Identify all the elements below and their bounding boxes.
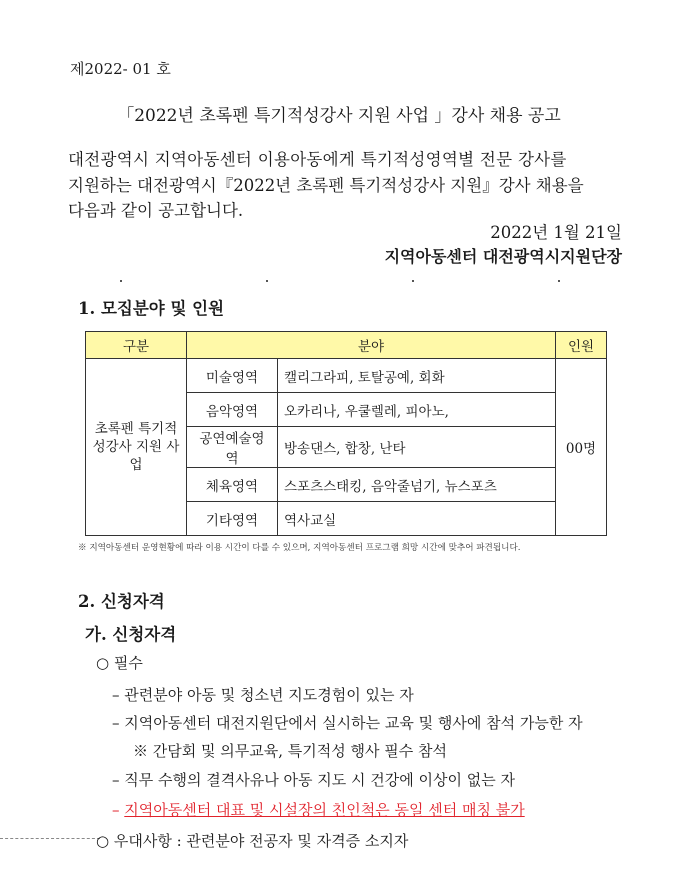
headcount-cell: 00명 xyxy=(556,359,607,536)
fields-cell: 스포츠스태킹, 음악줄넘기, 뉴스포츠 xyxy=(278,468,556,502)
header-headcount: 인원 xyxy=(556,332,607,359)
table-row xyxy=(86,359,607,393)
area-cell: 기타영역 xyxy=(187,502,278,536)
area-cell: 공연예술영역 xyxy=(187,427,278,468)
area-cell: 미술영역 xyxy=(187,359,278,393)
intro-line-1: 대전광역시 지역아동센터 이용아동에게 특기적성영역별 전문 강사를 xyxy=(68,150,567,169)
highlight-text: 지역아동센터 대표 및 시설장의 친인척은 동일 센터 매칭 불가 xyxy=(124,801,525,819)
document-title: 「2022년 초록펜 특기적성강사 지원 사업 」강사 채용 공고 xyxy=(117,106,561,126)
section-1-heading: 1. 모집분야 및 인원 xyxy=(78,299,225,318)
required-label: ○ 필수 xyxy=(96,654,143,672)
document-number: 제2022- 01 호 xyxy=(70,60,171,78)
highlight-dash: – xyxy=(112,801,125,819)
recruitment-table xyxy=(85,331,607,536)
header-field: 분야 xyxy=(187,332,556,359)
issuer-name: 지역아동센터 대전광역시지원단장 xyxy=(384,247,622,266)
required-item-2-note: ※ 간담회 및 의무교육, 특기적성 행사 필수 참석 xyxy=(133,742,447,760)
table-header-row xyxy=(86,332,607,359)
required-item-highlight xyxy=(112,799,525,820)
area-cell: 체육영역 xyxy=(187,468,278,502)
required-item-3: – 직무 수행의 결격사유나 아동 지도 시 건강에 이상이 없는 자 xyxy=(112,771,515,789)
section-2-heading: 2. 신청자격 xyxy=(78,592,165,611)
intro-line-2: 지원하는 대전광역시『2022년 초록펜 특기적성강사 지원』강사 채용을 xyxy=(68,176,584,195)
program-group-cell: 초록펜 특기적성강사 지원 사업 xyxy=(86,359,187,536)
fields-cell: 오카리나, 우쿨렐레, 피아노, xyxy=(278,393,556,427)
preference-item: ○ 우대사항 : 관련분야 전공자 및 자격증 소지자 xyxy=(96,832,409,850)
announcement-date: 2022년 1월 21일 xyxy=(490,223,622,242)
fields-cell: 캘리그라피, 토탈공예, 회화 xyxy=(278,359,556,393)
fields-cell: 방송댄스, 합창, 난타 xyxy=(278,427,556,468)
area-cell: 음악영역 xyxy=(187,393,278,427)
header-category: 구분 xyxy=(86,332,187,359)
subsection-heading: 가. 신청자격 xyxy=(85,625,177,644)
required-item-2: – 지역아동센터 대전지원단에서 실시하는 교육 및 행사에 참석 가능한 자 xyxy=(112,714,583,732)
table-footnote: ※ 지역아동센터 운영현황에 따라 이용 시간이 다를 수 있으며, 지역아동센터 프로그램 희망 시간에 맞추어 파견됩니다. xyxy=(78,543,521,553)
cut-line xyxy=(0,838,100,839)
required-item-1: – 관련분야 아동 및 청소년 지도경험이 있는 자 xyxy=(112,686,414,704)
fields-cell: 역사교실 xyxy=(278,502,556,536)
dot-separator xyxy=(120,280,560,282)
intro-line-3: 다음과 같이 공고합니다. xyxy=(68,201,244,220)
